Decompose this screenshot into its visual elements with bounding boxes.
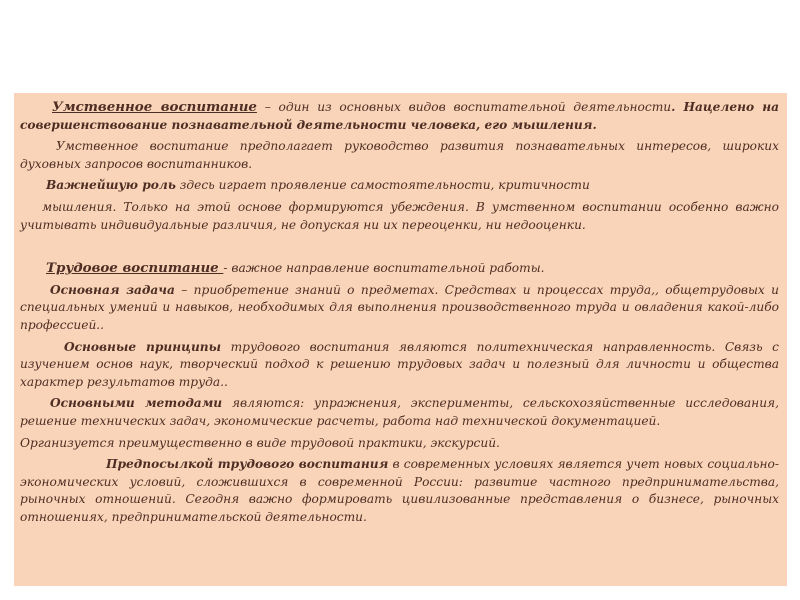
organization-text: Организуется преимущественно в виде трудовой практики, экскурсий. xyxy=(20,435,500,450)
main-task-text: – приобретение знаний о предметах. Средствах и процессах труда,, общетрудовых и специальных умений и навыков, необходимых для выполнения производственного труда и овладения какой-либо профессией.. xyxy=(20,282,779,332)
paragraph-mental-education-guidance xyxy=(20,138,779,173)
paragraph-mental-education-definition xyxy=(20,99,779,134)
main-principles-text: трудового воспитания являются политехническая направленность. Связь с изучением основ наук, творческий подход к решению трудовых задач и полезный для личности и общества характер результатов труда.. xyxy=(20,339,779,389)
main-methods-text: являются: упражнения, эксперименты, сельскохозяйственные исследования, решение технических задач, экономические расчеты, работа над технической документацией. xyxy=(20,396,779,428)
key-role-label: Важнейшую роль xyxy=(46,178,176,193)
paragraph-main-principles xyxy=(20,339,779,392)
paragraph-key-role xyxy=(20,177,779,195)
paragraph-labor-education-definition xyxy=(20,260,779,278)
paragraph-organization xyxy=(20,435,779,453)
main-methods-label: Основными методами xyxy=(50,396,223,411)
mental-education-guidance-text: Умственное воспитание предполагает руководство развития познавательных интересов, широких духовных запросов воспитанников. xyxy=(20,139,779,171)
term-labor-education: Трудовое воспитание xyxy=(46,260,224,277)
main-principles-label: Основные принципы xyxy=(64,339,222,354)
mental-education-aim: . Нацелено на совершенствование познавательной деятельности человека, его мышления. xyxy=(20,100,780,132)
prerequisite-label: Предпосылкой трудового воспитания xyxy=(106,457,389,472)
key-role-text: здесь играет проявление самостоятельности, критичности xyxy=(175,178,590,193)
paragraph-main-methods xyxy=(20,395,779,430)
main-task-label: Основная задача xyxy=(50,282,175,297)
thinking-beliefs-text: мышления. Только на этой основе формируются убеждения. В умственном воспитании особенно важно учитывать индивидуальные различия, не допуская ни их переоценки, ни недооценки. xyxy=(20,199,779,232)
prerequisite-text: в современных условиях является учет новых социально-экономических условий, сложившихся в современной России: развитие частного предпринимательства, рыночных отношений. Сегодня важно формировать цивилизованные представления о бизнесе, рыночных отношениях, предпринимательской деятельности. xyxy=(20,457,780,524)
paragraph-main-task xyxy=(20,282,779,335)
content-panel xyxy=(14,93,787,586)
paragraph-prerequisite xyxy=(20,456,779,526)
mental-education-definition-text: – один из основных видов воспитательной деятельности xyxy=(256,100,672,114)
term-mental-education: Умственное воспитание xyxy=(52,99,257,115)
paragraph-thinking-beliefs xyxy=(20,199,779,234)
labor-education-definition-text: - важное направление воспитательной работы. xyxy=(223,261,545,276)
